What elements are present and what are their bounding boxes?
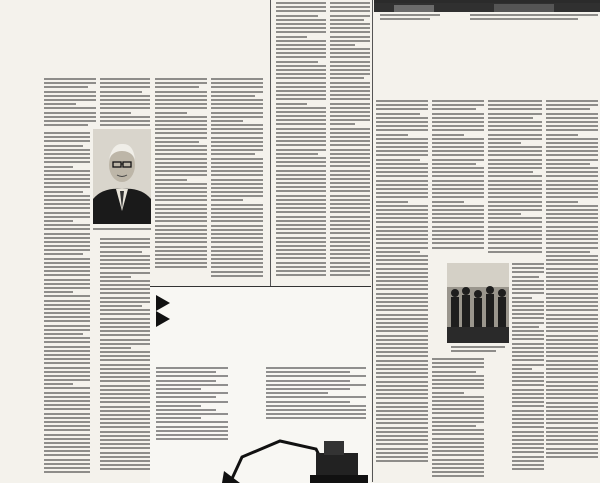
crowd-photo-icon [447,263,509,343]
center-body-col1 [276,2,326,286]
right-body-col2-bottom [432,358,484,482]
left-body-col2 [100,78,150,128]
portrait-photo [93,129,151,224]
portrait-caption [93,226,151,234]
right-body-col2 [432,100,484,260]
right-body-col3-bottom [512,263,544,482]
right-body-col1 [376,100,428,482]
left-body-col3 [155,78,207,274]
crowd-photo [447,263,509,343]
left-body-col1-top [44,78,96,128]
left-body-col2-bottom [100,238,150,482]
left-body-col1 [44,132,90,482]
ad-logo-icon [154,293,172,327]
right-body-col3 [488,100,542,260]
ad-specs-right [266,367,366,427]
advertisement [150,286,371,483]
left-body-col4 [211,78,263,284]
center-body-col2 [330,2,370,286]
excavator-icon [220,427,370,483]
portrait-photo-icon [93,129,151,224]
top-right-photo [374,0,600,12]
right-body-col4 [546,100,598,482]
crowd-caption [447,345,509,354]
ad-specs-left [156,367,228,445]
